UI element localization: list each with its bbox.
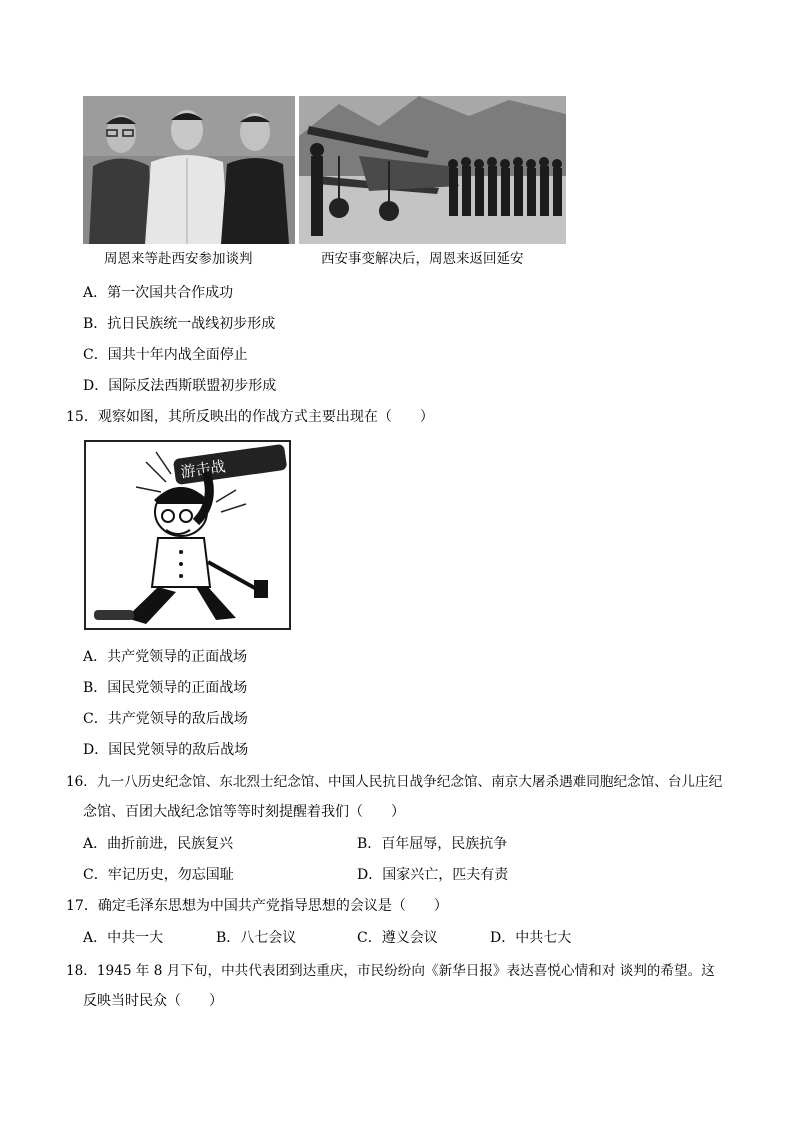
photo-left-caption: 周恩来等赴西安参加谈判 — [104, 251, 253, 267]
cartoon-club-text: 游击战 — [179, 457, 227, 482]
q15-option-d[interactable]: D．国民党领导的敌后战场 — [83, 742, 249, 758]
q16-option-d[interactable]: D．国家兴亡，匹夫有责 — [357, 867, 509, 883]
q16-option-a[interactable]: A．曲折前进，民族复兴 — [83, 836, 234, 852]
q17-stem: 17．确定毛泽东思想为中国共产党指导思想的会议是（ ） — [66, 898, 448, 914]
q18-stem-line2: 反映当时民众（ ） — [83, 993, 223, 1009]
q14-option-a[interactable]: A．第一次国共合作成功 — [83, 285, 234, 301]
photo-zhou-enlai-return-yanan — [299, 96, 566, 244]
q15-stem: 15．观察如图，其所反映出的作战方式主要出现在（ ） — [66, 409, 434, 425]
photo-three-men-image — [83, 96, 295, 244]
q14-option-b[interactable]: B．抗日民族统一战线初步形成 — [83, 316, 276, 332]
q15-option-a[interactable]: A．共产党领导的正面战场 — [83, 649, 248, 665]
photo-right-caption: 西安事变解决后，周恩来返回延安 — [321, 251, 524, 267]
q14-option-c[interactable]: C．国共十年内战全面停止 — [83, 347, 248, 363]
q17-option-c[interactable]: C．遵义会议 — [357, 930, 438, 946]
q18-stem-line1: 18．1945 年 8 月下旬，中共代表团到达重庆，市民纷纷向《新华日报》表达喜悦心情和对 谈判的希望。这 — [66, 963, 715, 979]
cartoon-soldier-image — [86, 442, 289, 628]
q17-option-a[interactable]: A．中共一大 — [83, 930, 164, 946]
q17-option-d[interactable]: D．中共七大 — [490, 930, 572, 946]
q15-option-b[interactable]: B．国民党领导的正面战场 — [83, 680, 248, 696]
q15-option-c[interactable]: C．共产党领导的敌后战场 — [83, 711, 248, 727]
q14-option-d[interactable]: D．国际反法西斯联盟初步形成 — [83, 378, 277, 394]
q16-stem-line2: 念馆、百团大战纪念馆等等时刻提醒着我们（ ） — [83, 804, 405, 820]
q17-option-b[interactable]: B．八七会议 — [216, 930, 297, 946]
guerrilla-war-cartoon — [84, 440, 291, 630]
q16-stem-line1: 16．九一八历史纪念馆、东北烈士纪念馆、中国人民抗日战争纪念馆、南京大屠杀遇难同胞纪念馆、台儿庄纪 — [66, 774, 723, 790]
photo-plane-group-image — [299, 96, 566, 244]
q16-option-c[interactable]: C．牢记历史，勿忘国耻 — [83, 867, 234, 883]
photo-zhou-enlai-xian-negotiation — [83, 96, 295, 244]
q16-option-b[interactable]: B．百年屈辱，民族抗争 — [357, 836, 508, 852]
